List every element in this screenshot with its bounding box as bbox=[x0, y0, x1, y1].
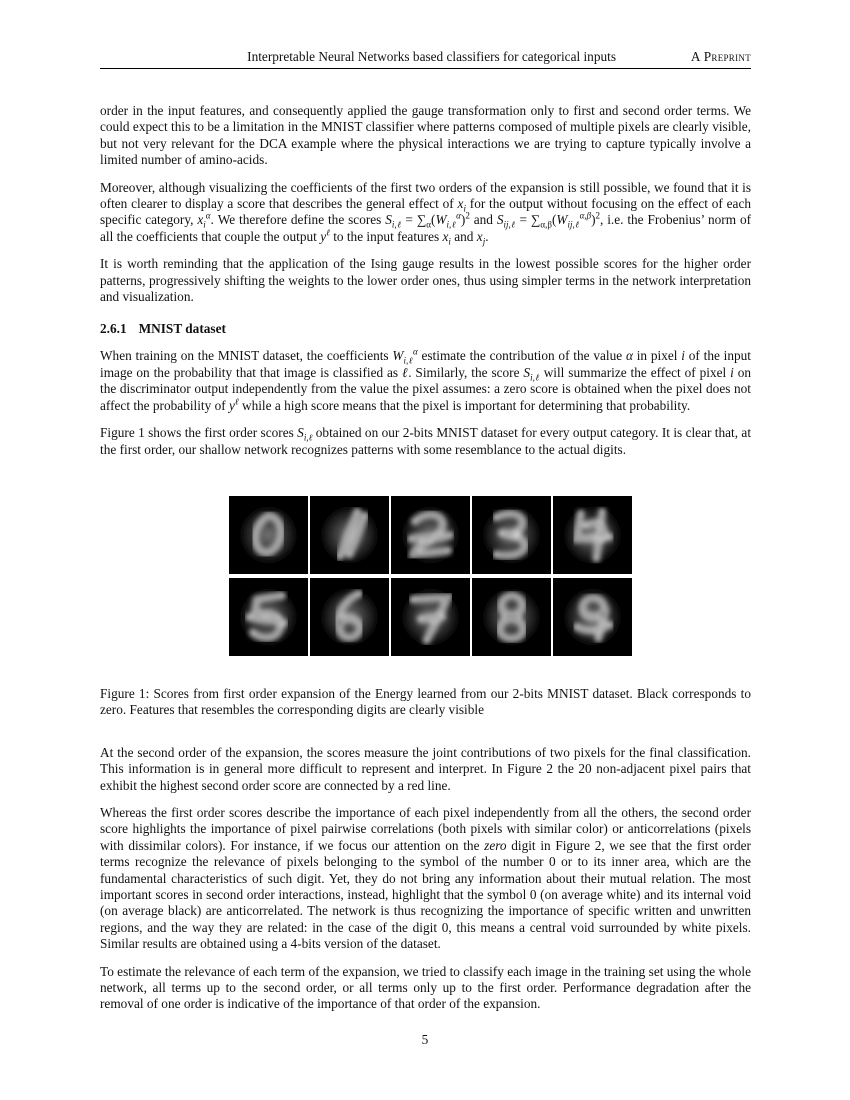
section-heading bbox=[100, 321, 751, 337]
digit-score-8 bbox=[472, 578, 551, 656]
paragraph-2: Moreover, although visualizing the coefficients of the first two orders of the expansion is still possible, we found that it is often clearer to display a score that describes the general effect of $x_i$ for the output without focusing on the effect of each specific category, $x_i^\alpha$. We therefore define the scores $S_{i,\ell} = \sum_\alpha(W_{i,\ell}^\alpha)^2$ and $S_{ij,\ell} = \sum_{\alpha,\beta}(W_{ij,\ell}^{\alpha,\beta})^2$, i.e. the Frobenius’ norm of all the coefficients that couple the output $y^\ell$ to the input features $x_i$ and $x_j$. bbox=[100, 179, 752, 247]
digit-score-5 bbox=[229, 578, 308, 656]
digit-score-4 bbox=[553, 496, 632, 574]
paragraph-3: It is worth reminding that the application of the Ising gauge results in the lowest possible scores for the higher order patterns, progressively shifting the weights to the lower order ones, thus using simpler terms in the network interpretation and visualization. bbox=[100, 256, 751, 305]
paragraph-7: Whereas the first order scores describe the importance of each pixel independently from all the others, the second order score highlights the importance of pixel pairwise correlations (both pixels with similar color) or anticorrelations (pixels with dissimilar colors). For instance, if we focus our attention on the zero digit in Figure 2, we see that the first order terms recognize the relevance of pixels belonging to the symbol of the number 0 or to its inner area, which are the fundamental characteristics of such digit. Yet, they do not bring any information about their mutual relation. The most important scores in second order interactions, instead, highlight that the symbol 0 (on average white) and its internal void (on average black) are anticorrelated. The network is thus recognizing the importance of specific written and unwritten regions, and the way they are related: in the case of the digit 0, this means a central void surrounded by white pixels. Similar results are obtained using a 4-bits version of the dataset. bbox=[100, 804, 751, 952]
digit-score-2 bbox=[391, 496, 470, 574]
digit-score-7 bbox=[391, 578, 470, 656]
section-title: MNIST dataset bbox=[138, 321, 226, 337]
section-number: 2.6.1 bbox=[100, 321, 127, 337]
figure-caption: Figure 1: Scores from first order expansion of the Energy learned from our 2-bits MNIST dataset. Black corresponds to zero. Features that resembles the corresponding digits are clearly visible bbox=[100, 685, 751, 718]
digit-score-0 bbox=[229, 496, 308, 574]
paragraph-5: Figure 1 shows the first order scores $S_{i,\ell}$ obtained on our 2-bits MNIST dataset for every output category. It is clear that, at the first order, our shallow network recognizes patterns with some resemblance to the actual digits. bbox=[100, 425, 752, 457]
paragraph-1: order in the input features, and consequently applied the gauge transformation only to first and second order terms. We could expect this to be a limitation in the MNIST classifier where patterns composed of multiple pixels are clearly visible, but not very relevant for the DCA example where the physical interactions we are trying to capture typically involve a limited number of amino-acids. bbox=[100, 103, 751, 168]
header-title: Interpretable Neural Networks based classifiers for categorical inputs bbox=[247, 49, 616, 64]
paragraph-6: At the second order of the expansion, the scores measure the joint contributions of two pixels for the final classification. This information is in general more difficult to represent and interpret. In Figure 2 the 20 non-adjacent pixel pairs that exhibit the highest second order score are connected by a red line. bbox=[100, 744, 751, 793]
header-preprint: A Preprint bbox=[690, 49, 751, 64]
running-header bbox=[100, 47, 751, 65]
digit-score-grid bbox=[229, 496, 634, 660]
digit-score-3 bbox=[472, 496, 551, 574]
page-number: 5 bbox=[421, 1032, 429, 1047]
page-body bbox=[100, 103, 751, 1024]
digit-score-9 bbox=[553, 578, 632, 656]
digit-score-1 bbox=[310, 496, 389, 574]
digit-score-6 bbox=[310, 578, 389, 656]
paragraph-8: To estimate the relevance of each term of the expansion, we tried to classify each image in the training set using the whole network, all terms up to the second order, or all terms only up to the first order. Performance degradation after the removal of one order is indicative of the importance of that order of the expansion. bbox=[100, 963, 751, 1012]
paragraph-4: When training on the MNIST dataset, the coefficients $W_{i,\ell}^\alpha$ estimate the contribution of the value α in pixel i of the input image on the probability that that image is classified as ℓ. Similarly, the score $S_{i,\ell}$ will summarize the effect of pixel i on the discriminator output independently from the value the pixel assumes: a zero score is obtained when the pixel does not affect the probability of $y^\ell$ while a high score means that the pixel is important for determining that probability. bbox=[100, 347, 752, 413]
figure-1 bbox=[100, 496, 751, 686]
header-rule bbox=[100, 68, 751, 69]
